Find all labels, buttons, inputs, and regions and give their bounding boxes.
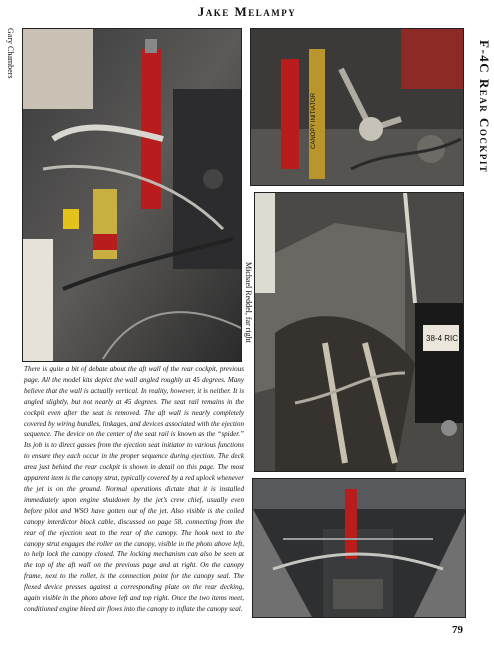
page-number: 79	[452, 624, 463, 636]
body-text-paragraph: There is quite a bit of debate about the aft wall of the rear cockpit, previous page. All the model kits depict the wall angled roughly at 45 degrees. Many believe that the wall is actually vertical. In reality, however, it is neither. It is angled slightly, but not nearly at 45 degrees. The seat rail remains in the cockpit even after the seat is removed. The aft wall is nearly completely covered by wiring bundles, linkages, and devices associated with the ejection sequence. The device on the center of the seat rail is known as the “spider.” Its job is to direct gasses from the ejection seat initiator to various functions to ensure they each occur in the proper sequence during ejection. The deck area just behind the rear cockpit is shown in detail on this page. The most apparent item is the canopy strut, typically covered by a red uplock whenever the jet is on the ground. Normal operations dictate that it is installed immediately upon engine shutdown by the jet’s crew chief, usually even before pilot and WSO have gotten out of the jet. Also visible is the coiled canopy interdictor block cable, discussed on page 58, connecting from the rear of the ejection seat to the rear of the canopy. The hook next to the canopy strut engages the roller on the canopy, visible in the photo above left, to help lock the canopy closed. The locking mechanism can also be seen at the top of the aft wall on the previous page and at right. On the canopy frame, next to the roller, is the connection point for the canopy seal. The flexed device presses against a corresponding plate on the rear decking, again visible in the photo above left and top right. Once the two items meet, conditioned engine bleed air flows into the canopy to inflate the canopy seal.	[24, 365, 244, 613]
photo-canopy-strut	[250, 28, 464, 186]
photo-seat-rail-spider	[254, 192, 464, 472]
section-side-title: F-4C Rear Cockpit	[477, 40, 492, 174]
strut-label: CANOPY INITIATOR	[311, 92, 317, 149]
placard-label: 38-4 RIC	[426, 334, 459, 343]
photo-aft-deck	[252, 478, 466, 618]
photo-credit-right: Michael Reddel, far right	[244, 262, 253, 343]
photo-aft-wall-left	[22, 28, 242, 362]
page-header: Jake Melampy	[197, 4, 297, 19]
photo-credit-top-left: Gary Chambers	[6, 28, 15, 79]
